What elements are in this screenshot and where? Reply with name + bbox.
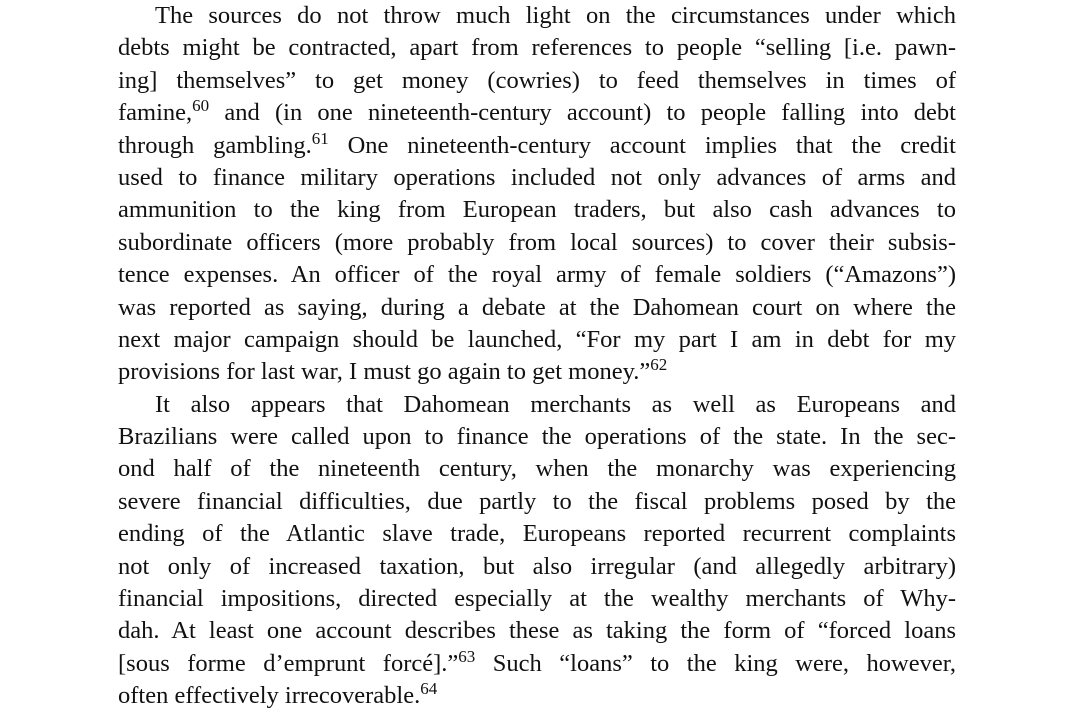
text-run: ing] themselves” to get money (cowries) to feed themselves in times of xyxy=(118,66,956,94)
text-run: famine, xyxy=(118,99,193,127)
text-run: [sous forme d’emprunt forcé].” xyxy=(118,649,459,677)
text-line xyxy=(118,227,956,259)
text-run: dah. At least one account describes these as taking the form of “forced loans xyxy=(118,617,956,645)
footnote-marker: 60 xyxy=(192,96,210,116)
text-line xyxy=(118,518,956,550)
text-run: It also appears that Dahomean merchants as well as Europeans and xyxy=(155,390,956,418)
paragraph-2 xyxy=(118,389,956,713)
text-line xyxy=(118,421,956,453)
text-run: provisions for last war, I must go again to get money.” xyxy=(118,358,651,386)
text-line xyxy=(118,583,956,615)
text-run: ond half of the nineteenth century, when the monarchy was experiencing xyxy=(118,455,956,483)
text-run: often effectively irrecoverable. xyxy=(118,682,421,710)
text-run: The sources do not throw much light on the circumstances under which xyxy=(155,2,956,29)
text-run: not only of increased taxation, but also irregular (and allegedly arbitrary) xyxy=(118,552,956,580)
footnote-marker: 61 xyxy=(311,128,329,148)
text-line xyxy=(118,292,956,324)
text-run: debts might be contracted, apart from references to people “selling [i.e. pawn- xyxy=(118,34,956,62)
text-run: ending of the Atlantic slave trade, Europeans reported recurrent complaints xyxy=(118,520,956,548)
text-run: was reported as saying, during a debate at the Dahomean court on where the xyxy=(118,293,956,321)
text-line xyxy=(118,65,956,97)
text-line xyxy=(118,453,956,485)
text-line xyxy=(118,130,956,162)
text-line xyxy=(118,324,956,356)
text-line xyxy=(118,648,956,680)
text-line xyxy=(118,0,956,32)
text-run: through gambling. xyxy=(118,131,312,159)
text-run: and (in one nineteenth-century account) to people falling into debt xyxy=(209,99,956,127)
text-line xyxy=(118,356,956,388)
text-run: tence expenses. An officer of the royal army of female soldiers (“Amazons”) xyxy=(118,261,956,289)
text-line xyxy=(118,615,956,647)
text-run: next major campaign should be launched, “For my part I am in debt for my xyxy=(118,325,956,353)
footnote-marker: 62 xyxy=(650,355,668,375)
text-line xyxy=(118,194,956,226)
text-line xyxy=(118,389,956,421)
text-line xyxy=(118,551,956,583)
footnote-marker: 64 xyxy=(420,679,438,699)
text-run: Such “loans” to the king were, however, xyxy=(475,649,956,677)
text-line xyxy=(118,97,956,129)
text-line xyxy=(118,259,956,291)
text-line xyxy=(118,486,956,518)
text-run: financial impositions, directed especially at the wealthy merchants of Why- xyxy=(118,585,956,613)
text-line xyxy=(118,32,956,64)
paragraph-1 xyxy=(118,0,956,389)
text-run: One nineteenth-century account implies that the credit xyxy=(328,131,956,159)
text-run: subordinate officers (more probably from local sources) to cover their subsis- xyxy=(118,228,956,256)
text-run: ammunition to the king from European traders, but also cash advances to xyxy=(118,196,956,224)
footnote-marker: 63 xyxy=(458,646,476,666)
text-run: severe financial difficulties, due partly to the fiscal problems posed by the xyxy=(118,487,956,515)
text-line xyxy=(118,680,956,712)
text-run: used to finance military operations included not only advances of arms and xyxy=(118,163,956,191)
document-page xyxy=(118,0,956,713)
text-line xyxy=(118,162,956,194)
text-run: Brazilians were called upon to finance the operations of the state. In the sec- xyxy=(118,423,956,451)
